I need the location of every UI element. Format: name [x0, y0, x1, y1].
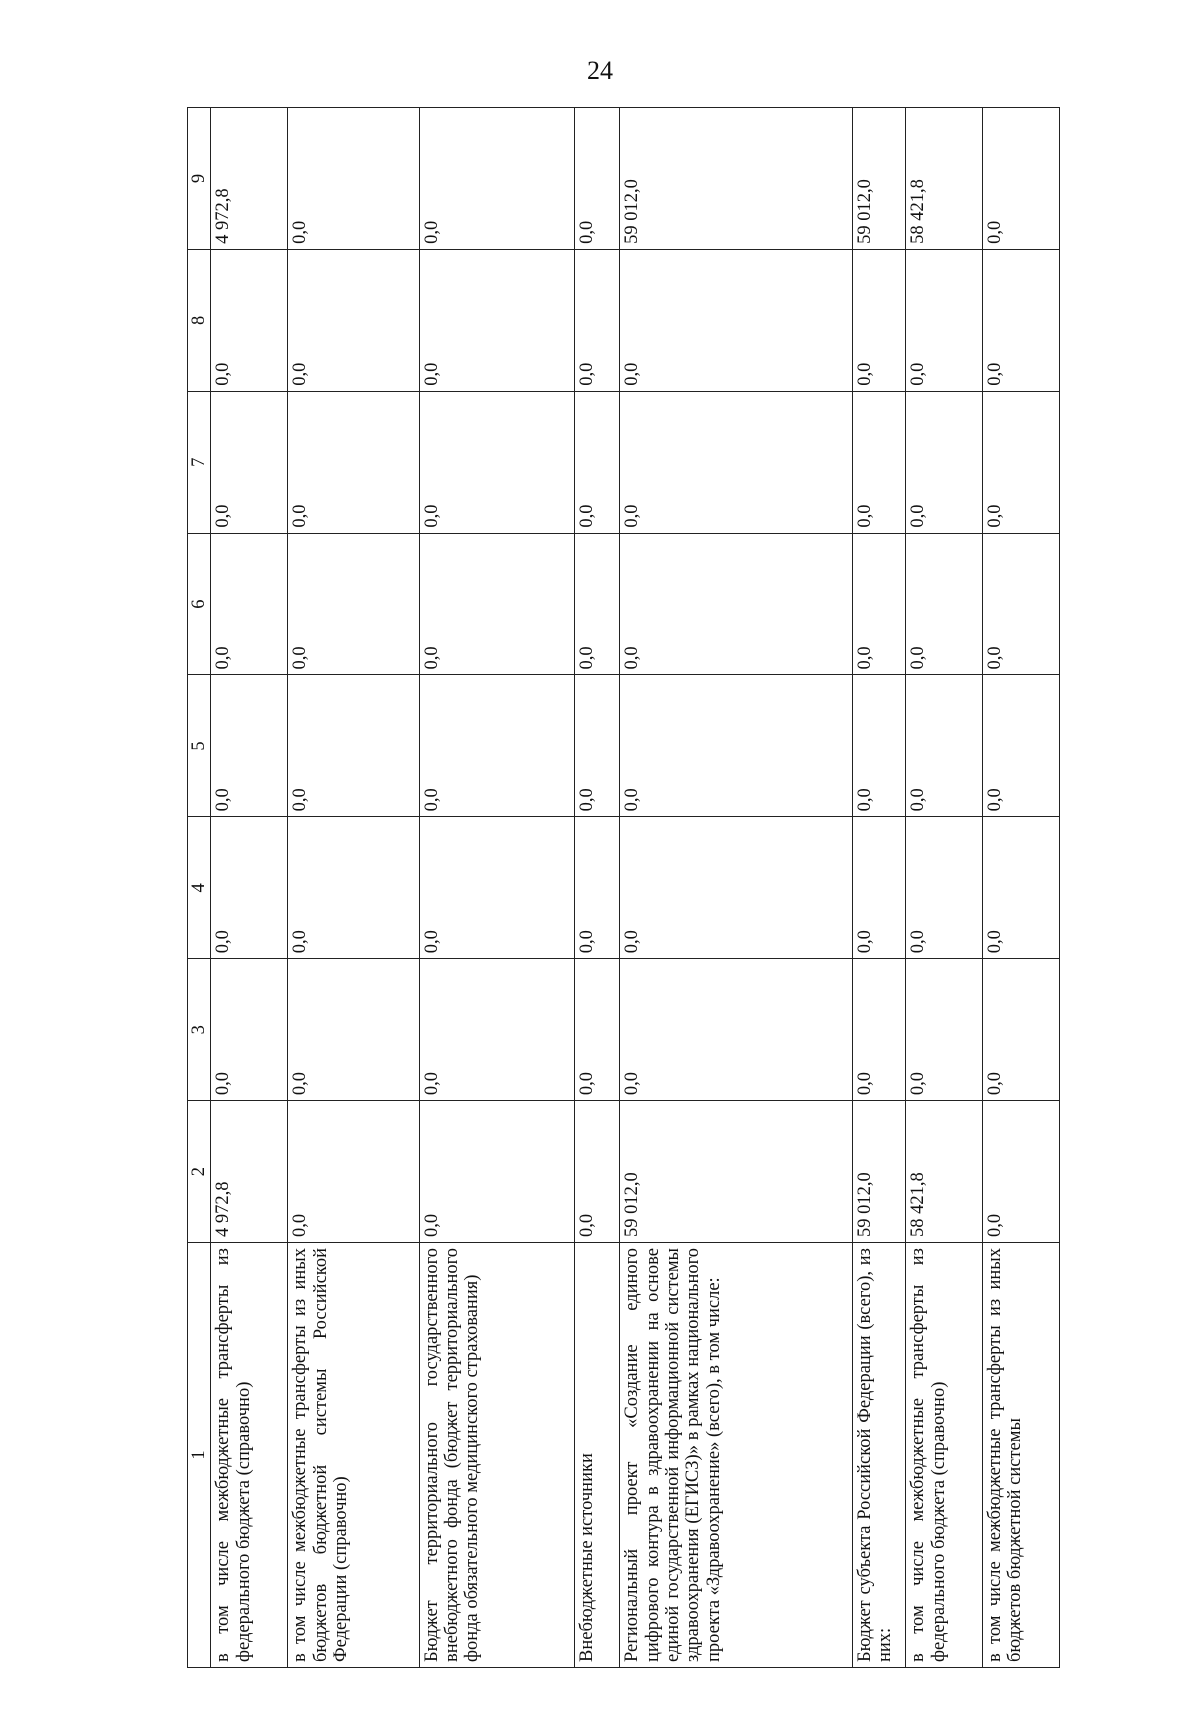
- value-cell: 0,0: [575, 108, 620, 250]
- value-cell: 0,0: [983, 675, 1060, 817]
- value-cell: 0,0: [983, 959, 1060, 1101]
- value-cell: 59 012,0: [852, 1101, 905, 1243]
- header-cell: 4: [188, 817, 211, 959]
- value-cell: 0,0: [852, 959, 905, 1101]
- value-cell: 0,0: [620, 817, 853, 959]
- row-label: Бюджет субъекта Российской Федерации (всего), из них:: [852, 1243, 905, 1668]
- value-cell: 0,0: [983, 249, 1060, 391]
- header-cell: 8: [188, 249, 211, 391]
- row-label: в том числе межбюджетные трансферты из иных бюджетов бюджетной системы: [983, 1243, 1060, 1668]
- value-cell: 0,0: [288, 675, 419, 817]
- row-label: в том числе межбюджетные трансферты из федерального бюджета (справочно): [906, 1243, 983, 1668]
- value-cell: 0,0: [211, 675, 288, 817]
- value-cell: 0,0: [620, 533, 853, 675]
- table-row: [211, 108, 288, 1668]
- table-row: [620, 108, 853, 1668]
- value-cell: 0,0: [211, 533, 288, 675]
- header-cell: 2: [188, 1101, 211, 1243]
- value-cell: 0,0: [852, 249, 905, 391]
- value-cell: 0,0: [575, 249, 620, 391]
- value-cell: 0,0: [288, 249, 419, 391]
- value-cell: 0,0: [211, 817, 288, 959]
- row-label: в том числе межбюджетные трансферты из иных бюджетов бюджетной системы Российской Федерации (справочно): [288, 1243, 419, 1668]
- value-cell: 0,0: [906, 249, 983, 391]
- header-cell: 7: [188, 391, 211, 533]
- value-cell: 0,0: [419, 959, 575, 1101]
- value-cell: 0,0: [983, 533, 1060, 675]
- header-cell: 3: [188, 959, 211, 1101]
- value-cell: 0,0: [288, 1101, 419, 1243]
- value-cell: 59 012,0: [620, 108, 853, 250]
- rotated-table-container: [187, 108, 1060, 1668]
- value-cell: 0,0: [620, 249, 853, 391]
- row-label: Региональный проект «Создание единого цифрового контура в здравоохранении на основе единой государственной информационной системы здравоохранения (ЕГИСЗ)» в рамках национального проекта «Здравоохранение» (всего), в том числе:: [620, 1243, 853, 1668]
- row-label: Внебюджетные источники: [575, 1243, 620, 1668]
- value-cell: 0,0: [575, 817, 620, 959]
- value-cell: 59 012,0: [852, 108, 905, 250]
- value-cell: 0,0: [983, 391, 1060, 533]
- row-label: в том числе межбюджетные трансферты из федерального бюджета (справочно): [211, 1243, 288, 1668]
- value-cell: 0,0: [575, 675, 620, 817]
- value-cell: 4 972,8: [211, 1101, 288, 1243]
- value-cell: 0,0: [288, 959, 419, 1101]
- header-cell: 6: [188, 533, 211, 675]
- value-cell: 0,0: [620, 675, 853, 817]
- table-row: [906, 108, 983, 1668]
- value-cell: 0,0: [983, 1101, 1060, 1243]
- value-cell: 0,0: [288, 391, 419, 533]
- value-cell: 0,0: [211, 959, 288, 1101]
- header-cell: 9: [188, 108, 211, 250]
- table-header-row: [188, 108, 211, 1668]
- value-cell: 0,0: [852, 533, 905, 675]
- value-cell: 0,0: [288, 108, 419, 250]
- value-cell: 0,0: [419, 108, 575, 250]
- table-row: [288, 108, 419, 1668]
- value-cell: 0,0: [419, 1101, 575, 1243]
- value-cell: 0,0: [983, 817, 1060, 959]
- value-cell: 0,0: [419, 817, 575, 959]
- value-cell: 0,0: [906, 675, 983, 817]
- value-cell: 0,0: [620, 391, 853, 533]
- value-cell: 0,0: [906, 533, 983, 675]
- value-cell: 58 421,8: [906, 108, 983, 250]
- value-cell: 0,0: [906, 959, 983, 1101]
- value-cell: 0,0: [906, 817, 983, 959]
- value-cell: 0,0: [983, 108, 1060, 250]
- value-cell: 0,0: [575, 391, 620, 533]
- table-row: [983, 108, 1060, 1668]
- value-cell: 58 421,8: [906, 1101, 983, 1243]
- value-cell: 0,0: [852, 391, 905, 533]
- table-row: [419, 108, 575, 1668]
- value-cell: 0,0: [211, 249, 288, 391]
- value-cell: 0,0: [575, 959, 620, 1101]
- value-cell: 0,0: [575, 1101, 620, 1243]
- header-cell: 1: [188, 1243, 211, 1668]
- value-cell: 0,0: [620, 959, 853, 1101]
- budget-table: [187, 107, 1060, 1668]
- table-row: [852, 108, 905, 1668]
- value-cell: 0,0: [906, 391, 983, 533]
- table-row: [575, 108, 620, 1668]
- value-cell: 0,0: [419, 391, 575, 533]
- value-cell: 0,0: [419, 533, 575, 675]
- value-cell: 0,0: [211, 391, 288, 533]
- value-cell: 0,0: [288, 817, 419, 959]
- value-cell: 59 012,0: [620, 1101, 853, 1243]
- value-cell: 0,0: [288, 533, 419, 675]
- row-label: Бюджет территориального государственного внебюджетного фонда (бюджет территориального фонда обязательного медицинского страхования): [419, 1243, 575, 1668]
- value-cell: 0,0: [575, 533, 620, 675]
- page-number: 24: [587, 56, 613, 85]
- value-cell: 0,0: [852, 675, 905, 817]
- value-cell: 0,0: [852, 817, 905, 959]
- header-cell: 5: [188, 675, 211, 817]
- value-cell: 0,0: [419, 675, 575, 817]
- value-cell: 4 972,8: [211, 108, 288, 250]
- value-cell: 0,0: [419, 249, 575, 391]
